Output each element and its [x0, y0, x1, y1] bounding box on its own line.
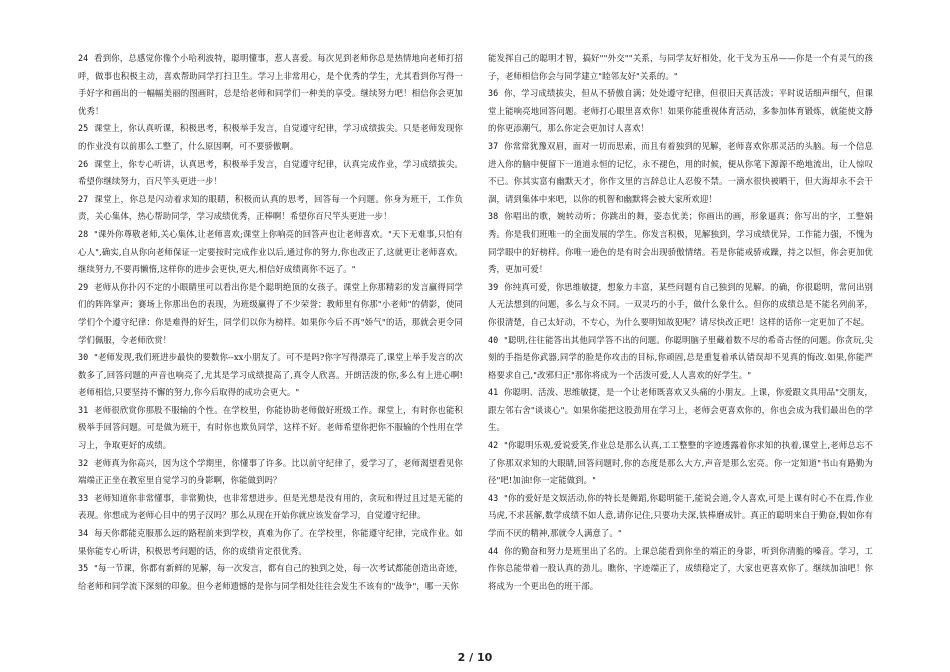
entry-text: 课堂上，你专心听讲，认真思考，积极举手发言，自觉遵守纪律，认真完成作业，学习成绩拔尖。希望你继续努力，百尺竿头更进一步！ — [78, 158, 463, 187]
entry-number: 27 — [78, 193, 94, 204]
entry-text: "聪明,往往能答出其他同学答不出的问题。你聪明脑子里藏着数不尽的希奇古怪的问题。你贪玩,尖刻的手指是你武器,同学的脸是你攻击的目标,你顽固,总是重复着承认错误却不见真的悔改.如果,你能严格要求自己,"改邪归正"那你将成为一个活泼可爱,人人喜欢的好学生。" — [488, 334, 873, 380]
entry-text: "每一节课，你都有新鲜的见解，每一次发言，都有自己的独到之处，每一次考试都能创造出奇迹，给老师和同学流下深刻的印象。但今老师遗憾的是你与同学相处往往会发生不该有的"战争"，哪一天你 — [78, 563, 463, 591]
entry-text: 你唱出的歌，婉转动听；你跳出的舞，姿态优美；你画出的画，形象逼真；你写出的字，工整娟秀。你是我们班唯一的全面发展的学生。你发言积极，见解独到，学习成绩优异，工作能力强，不愧为同学眼中的好榜样。你唯一逊色的是有时会出现骄傲情绪。若是你能戒骄戒躁，持之以恒，你会更加优秀，更加可爱！ — [488, 211, 873, 275]
entry-text: 能发挥自己的聪明才智，搞好""外交""关系，与同学友好相处，化干戈为玉帛——你是一个有灵气的孩子，老师相信你会与同学建立"睦邻友好"关系的。" — [488, 53, 873, 81]
comment-entry — [488, 208, 873, 278]
entry-number: 36 — [488, 88, 504, 99]
entry-number: 38 — [488, 211, 504, 222]
comment-entry — [488, 138, 873, 208]
comment-entry — [488, 543, 873, 596]
comment-entry — [488, 50, 873, 85]
entry-number: 39 — [488, 281, 504, 292]
comment-entry — [78, 349, 463, 402]
comment-entry — [488, 437, 873, 490]
entry-number: 35 — [78, 563, 94, 574]
entry-number: 29 — [78, 281, 94, 292]
entry-number: 41 — [488, 387, 504, 398]
comment-entry — [78, 402, 463, 455]
entry-text: 老师很欣赏你那股不服输的个性。在学校里，你能协助老师做好班级工作。课堂上，有时你也能积极举手回答问题。可是做为班干，有时你也欺负同学，这样不好。老师希望你把你不服输的个性用在学习上，争取更好的成绩。 — [78, 404, 463, 451]
entry-text: 每天你都能克服那么远的路程前来到学校，真难为你了。在学校里，你能遵守纪律，完成作业。如果你能专心听讲，积极思考问题的话，你的成绩肯定很优秀。 — [78, 528, 463, 556]
entry-text: 你聪明、活泼、思维敏捷，是一个让老师既喜欢又头痛的小朋友。上课，你爱跟文具用品"交朋友，跟左邻右舍"谈谈心"。如果你能把这股劲用在学习上，老师会更喜欢你的，你也会成为我们最出色的学生。 — [488, 387, 873, 433]
entry-number: 30 — [78, 352, 94, 363]
entry-text: 老师从你扑闪不定的小眼睛里可以看出你是个聪明绝顶的女孩子。课堂上你那精彩的发言赢得同学们的阵阵掌声；赛场上你那出色的表现，为班级赢得了不少荣誉；教师里有你那"小老师"的倩影，使同学们个个遵守纪律：你是难得的好生，同学们以你为榜样。如果你今后不再"娇气"的话，那就会更令同学们佩服，令老师欣赏！ — [78, 281, 463, 345]
comment-entry — [78, 560, 463, 595]
entry-number: 28 — [78, 228, 94, 239]
comment-entry — [488, 279, 873, 332]
entry-number: 43 — [488, 492, 504, 503]
entry-number: 34 — [78, 528, 94, 539]
entry-text: "老师发现,我们班进步最快的要数你--xx小朋友了。可不是吗?你字写得漂亮了,课堂上举手发言的次数多了,回答问题的声音也响亮了,尤其是学习成绩提高了,真令人欣喜。开朗活泼的你,多么有上进心啊!老师相信,只要坚持不懈的努力,你今后取得的成功会更大。" — [78, 352, 463, 398]
entry-text: "课外你尊敬老师,关心集体,让老师喜欢;课堂上你响亮的回答声也让老师喜欢。"天下无难事,只怕有心人",确实,自从你向老师保证一定要按时完成作业以后,通过你的努力,你也改正了,这就更让老师喜欢。继续努力,不要再懒惰,这样你的进步会更快,更大,相信好成绩离你不远了。" — [78, 228, 463, 275]
entry-number: 24 — [78, 53, 94, 63]
comment-entry — [78, 120, 463, 155]
comment-entry — [78, 191, 463, 226]
entry-number: 26 — [78, 158, 94, 169]
comment-entry — [488, 85, 873, 138]
comment-entry — [488, 490, 873, 543]
entry-text: 老师真为你高兴，因为这个学期里，你懂事了许多。比以前守纪律了，爱学习了，老师渴望看见你端端正正坐在教室里自觉学习的身影啊，你能做到吗？ — [78, 457, 463, 486]
entry-number: 25 — [78, 123, 94, 134]
comment-entry — [78, 156, 463, 191]
entry-number: 33 — [78, 492, 94, 503]
entry-text: 看到你，总感觉你像个小哈利波特，聪明懂事，惹人喜爱。每次见到老师你总是热情地向老师打招呼，做事也积极主动，喜欢帮助同学打扫卫生。学习上非常用心，是个优秀的学生，尤其看到你写得一手好字和画出的一幅幅美丽的图画时，总是给老师和同学们一种美的享受。继续努力吧！相信你会更加优秀！ — [78, 53, 463, 116]
entry-text: 你的勤奋和努力是班里出了名的。上课总能看到你坐的端正的身影，听到你清脆的嗓音。学习，工作你总能带着一股认真的劲儿。瞧你，字迹端正了，成绩稳定了，大家也更喜欢你了。继续加油吧！你将成为一个更出色的班干部。 — [488, 545, 873, 591]
page-number: 2 / 10 — [457, 651, 493, 664]
entry-number: 37 — [488, 140, 504, 151]
entry-text: 你纯真可爱，你思维敏捷，想象力丰富，某些问题有自己独到的见解。的确，你很聪明，常问出别人无法想到的问题，多么与众不同。一双灵巧的小手，做什么象什么。但你的成绩总是不能名列前茅，你很清楚，自己太好动，不专心，为什么要明知故犯呢？请尽快改正吧！这样的话你一定更加了不起。 — [488, 281, 873, 327]
entry-number: 40 — [488, 334, 504, 345]
comment-entry — [78, 226, 463, 279]
left-column — [78, 50, 463, 595]
comment-entry — [488, 332, 873, 385]
comment-entry — [78, 525, 463, 560]
entry-text: "你的爱好是文娱活动,你的特长是舞蹈,你聪明能干,能说会道,令人喜欢,可是上课有时心不在焉,作业马虎,不求甚解,数学成绩不如人意,请你记住,只要功夫深,铁棒磨成针。真正的聪明来自于勤奋,假如你有学而不厌的精神,那就令人满意了。" — [488, 492, 873, 539]
right-column — [488, 50, 873, 595]
comment-entry — [78, 50, 463, 120]
entry-number: 42 — [488, 440, 504, 451]
entry-text: 课堂上，你认真听课，积极思考，积极举手发言，自觉遵守纪律，学习成绩拔尖。只是老师发现你的作业没有以前那么工整了，什么原因啊，可不要骄傲啊。 — [78, 123, 463, 151]
entry-number: 31 — [78, 404, 94, 415]
comment-entry — [488, 384, 873, 437]
entry-text: 你，学习成绩拔尖，但从不骄傲自满；处处遵守纪律，但很旧天真活泼；平时说话细声细气，但课堂上能响亮地回答问题。老师打心眼里喜欢你！如果你能重视体育活动，多参加体育锻炼，就能使文静的你更添潮气，那么你定会更加讨人喜欢！ — [488, 88, 873, 134]
comment-entry — [78, 490, 463, 525]
entry-text: 你常常犹豫双眉，面对一切而思索，而且有着独到的见解，老师喜欢你那灵活的头脑。每一个信息进入你的脑中便留下一道道永恒的记忆，永不褪色，用的时候，便从你笔下源源不绝地流出，让人惊叹不已。你其实富有幽默天才，你作文里的言辞总让人忍俊不禁。一滴水很快被晒干，但大海却永不会干涸，请到集体中来吧，以你的机智和幽默将会被大家所欢迎！ — [488, 140, 873, 204]
entry-text: 课堂上，你总是闪动着求知的眼睛，积极而认真的思考，回答每一个问题。你身为班干，工作负责，关心集体，热心帮助同学，学习成绩优秀，正棒啊！希望你百尺竿头更进一步！ — [78, 193, 463, 222]
comment-entry — [78, 279, 463, 349]
entry-number: 32 — [78, 457, 94, 468]
comment-entry — [78, 455, 463, 490]
entry-text: 老师知道你非常懂事，非常勤快，也非常想进步。但是光想是没有用的，贪玩和得过且过是无能的表现。你想成为老师心目中的男子汉吗？那么从现在开始你就应该发奋学习，自觉遵守纪律。 — [78, 492, 463, 521]
entry-number: 44 — [488, 545, 504, 556]
entry-text: "你聪明乐观,爱说爱笑,作业总是那么认真,工工整整的字迹透露着你求知的执着,课堂上,老师总忘不了你那双求知的大眼睛,回答问题时,你的态度是那么大方,声音是那么宏亮。你一定知道"书山有路勤为径"吧!加油!你一定能做到。" — [488, 440, 873, 486]
